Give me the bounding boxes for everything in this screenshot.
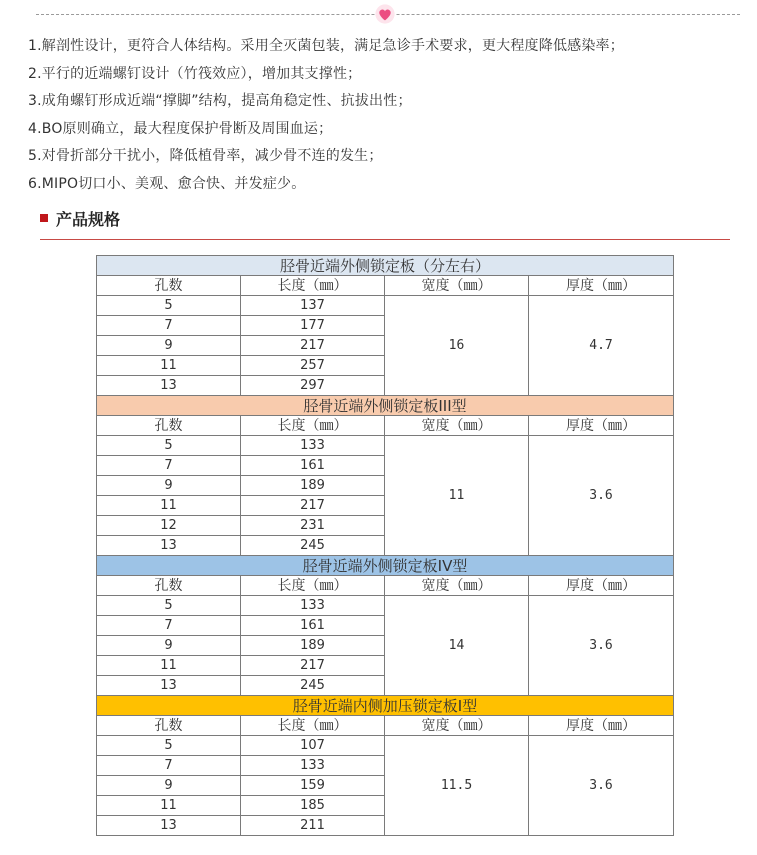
- cell-width: 11: [385, 436, 529, 556]
- group-title: 胫骨近端外侧锁定板III型: [97, 396, 674, 416]
- header-holes: 孔数: [97, 416, 241, 436]
- header-length: 长度（㎜）: [241, 576, 385, 596]
- table-row: [97, 436, 674, 456]
- cell-length: 257: [241, 356, 385, 376]
- cell-length: 185: [241, 796, 385, 816]
- group-title-row: [97, 556, 674, 576]
- group-title-row: [97, 396, 674, 416]
- spec-table: [96, 255, 674, 836]
- cell-holes: 5: [97, 296, 241, 316]
- header-length: 长度（㎜）: [241, 276, 385, 296]
- cell-length: 133: [241, 436, 385, 456]
- section-divider: [40, 239, 730, 240]
- header-thickness: 厚度（㎜）: [529, 416, 674, 436]
- cell-length: 133: [241, 596, 385, 616]
- section-title-text: 产品规格: [56, 209, 121, 229]
- header-row: [97, 576, 674, 596]
- group-title-row: [97, 256, 674, 276]
- table-row: [97, 596, 674, 616]
- cell-thickness: 3.6: [529, 436, 674, 556]
- feature-item: 5.对骨折部分干扰小，降低植骨率，减少骨不连的发生；: [28, 148, 383, 164]
- header-width: 宽度（㎜）: [385, 576, 529, 596]
- cell-holes: 5: [97, 596, 241, 616]
- cell-holes: 7: [97, 756, 241, 776]
- cell-length: 161: [241, 616, 385, 636]
- table-row: [97, 296, 674, 316]
- cell-length: 189: [241, 636, 385, 656]
- cell-width: 16: [385, 296, 529, 396]
- group-title: 胫骨近端外侧锁定板（分左右）: [97, 256, 674, 276]
- cell-length: 217: [241, 496, 385, 516]
- header-thickness: 厚度（㎜）: [529, 576, 674, 596]
- cell-holes: 13: [97, 676, 241, 696]
- cell-holes: 7: [97, 616, 241, 636]
- header-thickness: 厚度（㎜）: [529, 716, 674, 736]
- cell-length: 107: [241, 736, 385, 756]
- cell-holes: 11: [97, 656, 241, 676]
- cell-holes: 5: [97, 436, 241, 456]
- cell-length: 217: [241, 656, 385, 676]
- cell-holes: 11: [97, 496, 241, 516]
- cell-thickness: 3.6: [529, 596, 674, 696]
- cell-length: 177: [241, 316, 385, 336]
- section-title: [40, 207, 120, 229]
- cell-holes: 13: [97, 536, 241, 556]
- cell-width: 11.5: [385, 736, 529, 836]
- cell-thickness: 4.7: [529, 296, 674, 396]
- cell-length: 133: [241, 756, 385, 776]
- cell-length: 211: [241, 816, 385, 836]
- header-row: [97, 416, 674, 436]
- table-row: [97, 736, 674, 756]
- group-title-row: [97, 696, 674, 716]
- header-row: [97, 276, 674, 296]
- cell-holes: 11: [97, 796, 241, 816]
- cell-length: 137: [241, 296, 385, 316]
- cell-holes: 9: [97, 476, 241, 496]
- cell-holes: 9: [97, 776, 241, 796]
- cell-width: 14: [385, 596, 529, 696]
- header-holes: 孔数: [97, 716, 241, 736]
- cell-holes: 13: [97, 816, 241, 836]
- feature-item: 4.BO原则确立，最大程度保护骨断及周围血运；: [28, 120, 333, 137]
- cell-length: 245: [241, 536, 385, 556]
- header-width: 宽度（㎜）: [385, 276, 529, 296]
- feature-item: 2.平行的近端螺钉设计（竹筏效应），增加其支撑性；: [28, 65, 362, 82]
- cell-holes: 7: [97, 456, 241, 476]
- group-title: 胫骨近端外侧锁定板IV型: [97, 556, 674, 576]
- cell-length: 231: [241, 516, 385, 536]
- cell-length: 217: [241, 336, 385, 356]
- cell-holes: 9: [97, 636, 241, 656]
- cell-holes: 5: [97, 736, 241, 756]
- cell-length: 161: [241, 456, 385, 476]
- cell-holes: 13: [97, 376, 241, 396]
- header-holes: 孔数: [97, 276, 241, 296]
- feature-item: 6.MIPO切口小、美观、愈合快、并发症少。: [28, 175, 306, 192]
- header-row: [97, 716, 674, 736]
- header-length: 长度（㎜）: [241, 416, 385, 436]
- heart-icon: [374, 3, 396, 25]
- cell-length: 297: [241, 376, 385, 396]
- group-title: 胫骨近端内侧加压锁定板I型: [97, 696, 674, 716]
- header-length: 长度（㎜）: [241, 716, 385, 736]
- cell-holes: 12: [97, 516, 241, 536]
- feature-item: 1.解剖性设计，更符合人体结构。采用全灭菌包装，满足急诊手术要求，更大程度降低感染率；: [28, 38, 624, 54]
- square-bullet-icon: [40, 214, 48, 222]
- cell-holes: 9: [97, 336, 241, 356]
- cell-holes: 11: [97, 356, 241, 376]
- feature-list: [28, 33, 624, 198]
- header-holes: 孔数: [97, 576, 241, 596]
- cell-holes: 7: [97, 316, 241, 336]
- cell-thickness: 3.6: [529, 736, 674, 836]
- cell-length: 245: [241, 676, 385, 696]
- header-thickness: 厚度（㎜）: [529, 276, 674, 296]
- header-width: 宽度（㎜）: [385, 716, 529, 736]
- feature-item: 3.成角螺钉形成近端“撑脚”结构，提高角稳定性、抗拔出性；: [28, 93, 412, 109]
- cell-length: 159: [241, 776, 385, 796]
- header-width: 宽度（㎜）: [385, 416, 529, 436]
- cell-length: 189: [241, 476, 385, 496]
